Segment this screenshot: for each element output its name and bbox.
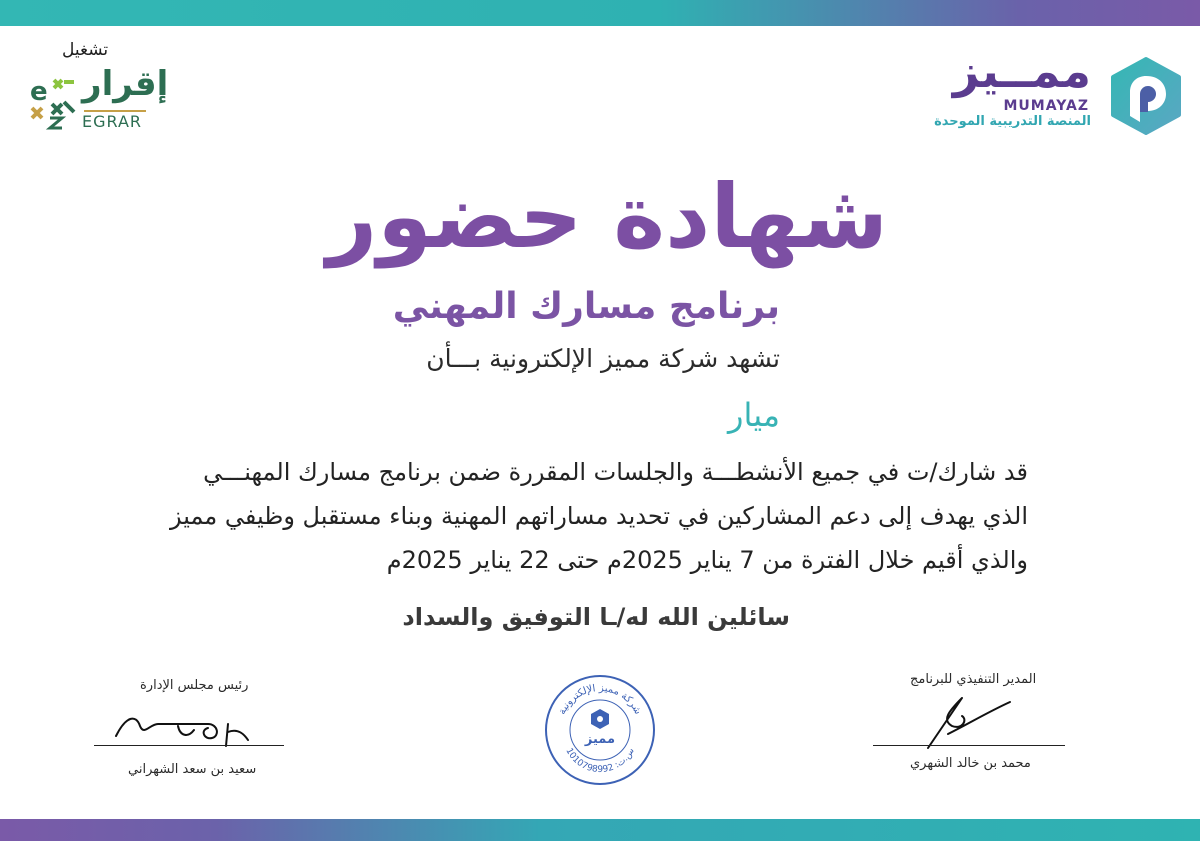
- bottom-gradient-bar: [0, 819, 1200, 841]
- top-gradient-bar: [0, 0, 1200, 26]
- mumayaz-logo: [930, 44, 1185, 142]
- executive-director-signature-line: [873, 745, 1065, 746]
- closing-line: سائلين الله له/ـا التوفيق والسداد: [402, 603, 790, 631]
- mumayaz-english-wordmark: MUMAYAZ: [1003, 98, 1089, 114]
- egrar-english-wordmark: EGRAR: [82, 112, 143, 131]
- stamp-registration-text: س.ت: 1010798992: [563, 746, 637, 776]
- stamp-company-text: شركة مميز الإلكترونية: [556, 682, 644, 717]
- testifies-line: تشهد شركة مميز الإلكترونية بـــأن: [426, 344, 780, 373]
- mumayaz-arabic-wordmark: ممــيز: [952, 44, 1091, 98]
- executive-director-title: المدير التنفيذي للبرنامج: [910, 672, 1037, 687]
- certificate-title: شهادة حضور: [326, 165, 888, 268]
- company-stamp: [543, 673, 657, 787]
- svg-text:e: e: [30, 77, 48, 107]
- program-name: برنامج مسارك المهني: [392, 286, 780, 327]
- board-chair-title: رئيس مجلس الإدارة: [140, 678, 249, 693]
- executive-director-name: محمد بن خالد الشهري: [910, 756, 1031, 771]
- egrar-logo: [28, 64, 169, 132]
- board-chair-signature: [108, 706, 253, 750]
- egrar-mark-icon: [28, 74, 78, 130]
- recipient-name: ميار: [728, 396, 780, 434]
- body-line-3: والذي أقيم خلال الفترة من 7 يناير 2025م حتى 22 يناير 2025م: [386, 546, 1028, 574]
- operated-by-label: تشغيل: [62, 40, 109, 60]
- board-chair-signature-line: [94, 745, 284, 746]
- mumayaz-hexagon-icon: [1106, 56, 1186, 136]
- mumayaz-subtitle: المنصة التدريبية الموحدة: [934, 114, 1091, 129]
- body-line-1: قد شارك/ت في جميع الأنشطـــة والجلسات المقررة ضمن برنامج مسارك المهنـــي: [203, 458, 1028, 486]
- certificate-body: [158, 450, 1028, 582]
- stamp-brand-text: مميز: [584, 732, 616, 747]
- egrar-arabic-wordmark: إقرار: [82, 64, 169, 104]
- body-line-2: الذي يهدف إلى دعم المشاركين في تحديد مساراتهم المهنية وبناء مستقبل وظيفي مميز: [169, 502, 1028, 530]
- board-chair-name: سعيد بن سعد الشهراني: [128, 762, 257, 777]
- svg-text:س.ت: 1010798992: [563, 746, 636, 775]
